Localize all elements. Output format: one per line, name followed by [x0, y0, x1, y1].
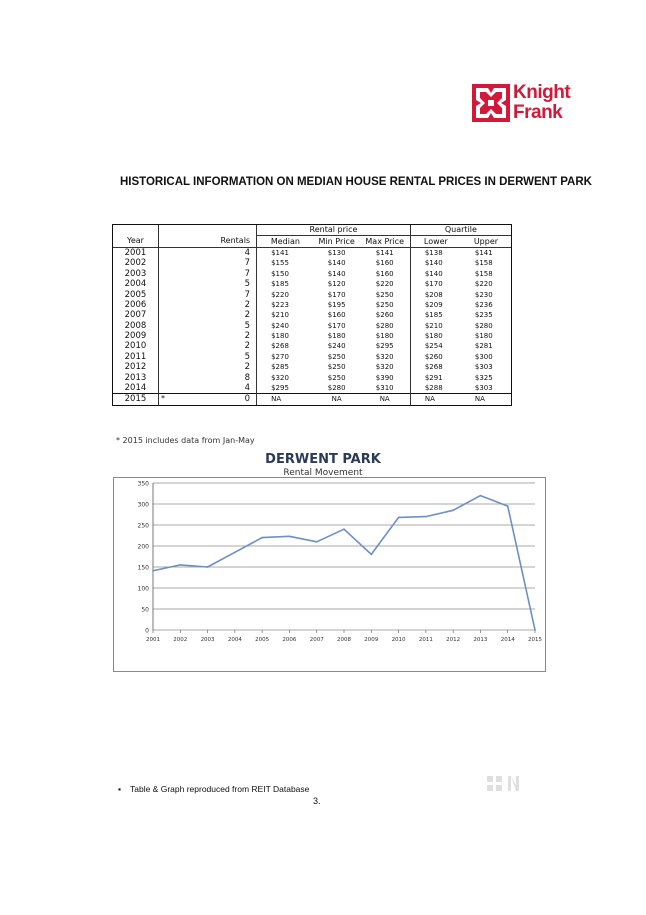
cell-lower: $185: [410, 310, 461, 320]
logo-word-knight: Knight: [513, 82, 571, 103]
cell-mark: [158, 372, 208, 382]
x-tick-label: 2005: [255, 637, 270, 643]
table-row: [113, 341, 511, 351]
cell-max: $320: [375, 352, 394, 361]
cell-year: 2009: [124, 331, 147, 342]
cell-upper: $303: [474, 384, 493, 393]
cell-min: $195: [327, 300, 346, 309]
cell-min: $120: [327, 280, 346, 289]
table-row: [113, 372, 511, 382]
cell-median: $180: [257, 331, 314, 341]
y-tick-label: 200: [137, 543, 149, 551]
cell-mark: [158, 383, 208, 394]
cell-lower: $209: [410, 300, 461, 310]
x-tick-label: 2009: [364, 637, 379, 643]
cell-max: $310: [375, 384, 394, 393]
table-row: [113, 321, 511, 331]
rental-history-table: [113, 225, 511, 405]
cell-max: $250: [375, 290, 394, 299]
table-row: [113, 269, 511, 279]
cell-mark: *: [158, 394, 208, 405]
cell-max: $160: [375, 269, 394, 278]
y-tick-label: 150: [137, 564, 149, 572]
cell-lower: NA: [410, 394, 461, 405]
cell-upper: NA: [474, 395, 485, 404]
cell-mark: [158, 331, 208, 341]
y-tick-label: 350: [137, 480, 149, 488]
cell-year: 2002: [124, 258, 147, 269]
table-row: [113, 300, 511, 310]
table-row: [113, 247, 511, 258]
cell-median: $295: [257, 383, 314, 394]
y-tick-label: 250: [137, 522, 149, 530]
cell-min: $170: [327, 321, 346, 330]
x-tick-label: 2004: [227, 637, 242, 643]
cell-max: $141: [375, 248, 394, 257]
cell-rentals: 2: [244, 331, 251, 342]
cell-mark: [158, 289, 208, 299]
cell-year: 2014: [124, 383, 147, 394]
x-tick-label: 2013: [473, 637, 488, 643]
cell-upper: $230: [474, 290, 493, 299]
cell-max: $250: [375, 300, 394, 309]
cell-upper: $303: [474, 363, 493, 372]
page-number: 3.: [313, 796, 321, 806]
cell-rentals: 2: [244, 362, 251, 373]
cell-median: $210: [257, 310, 314, 320]
table-row: [113, 279, 511, 289]
cell-median: $223: [257, 300, 314, 310]
cell-lower: $140: [410, 258, 461, 268]
cell-min: $140: [327, 269, 346, 278]
cell-year: 2012: [124, 362, 147, 373]
data-point: [398, 517, 400, 519]
cell-median: $320: [257, 372, 314, 382]
cell-rentals: 7: [244, 258, 251, 269]
header-lower: Lower: [410, 236, 461, 247]
cell-rentals: 5: [244, 279, 251, 290]
cell-min: $170: [327, 290, 346, 299]
chart-subtitle: Rental Movement: [283, 468, 363, 478]
data-point: [316, 541, 318, 543]
cell-max: $280: [375, 321, 394, 330]
cell-year: 2008: [124, 320, 147, 331]
cell-max: $220: [375, 280, 394, 289]
header-median: Median: [257, 236, 314, 247]
cell-median: $220: [257, 289, 314, 299]
table-row: [113, 331, 511, 341]
cell-lower: $140: [410, 269, 461, 279]
cell-lower: $180: [410, 331, 461, 341]
cell-median: $268: [257, 341, 314, 351]
cell-upper: $158: [474, 269, 493, 278]
cell-min: $180: [327, 332, 346, 341]
page-heading: HISTORICAL INFORMATION ON MEDIAN HOUSE RENTAL PRICES IN DERWENT PARK: [120, 176, 592, 188]
cell-rentals: 7: [244, 268, 251, 279]
table-row: [113, 258, 511, 268]
cell-lower: $260: [410, 352, 461, 362]
data-point: [425, 516, 427, 518]
x-tick-label: 2012: [446, 637, 461, 643]
cell-lower: $138: [410, 247, 461, 258]
cell-lower: $254: [410, 341, 461, 351]
cell-lower: $170: [410, 279, 461, 289]
cell-max: NA: [379, 395, 390, 404]
table-column-header-row: [113, 236, 511, 247]
cell-min: $280: [327, 384, 346, 393]
cell-mark: [158, 300, 208, 310]
table-footnote: * 2015 includes data from Jan-May: [116, 436, 255, 445]
cell-rentals: 5: [244, 320, 251, 331]
cell-min: $240: [327, 342, 346, 351]
cell-median: $155: [257, 258, 314, 268]
table-row: [113, 289, 511, 299]
cell-mark: [158, 258, 208, 268]
cell-mark: [158, 310, 208, 320]
x-tick-label: 2015: [528, 637, 542, 643]
cell-upper: $300: [474, 352, 493, 361]
data-point: [507, 505, 509, 507]
cell-rentals: 4: [244, 383, 251, 394]
knight-frank-logo-mark: [472, 84, 510, 122]
x-tick-label: 2010: [391, 637, 406, 643]
table-row: [113, 352, 511, 362]
bullet-icon: ▪: [118, 784, 122, 794]
cell-upper: $325: [474, 373, 493, 382]
x-tick-label: 2003: [200, 637, 215, 643]
cell-median: $240: [257, 321, 314, 331]
header-rentals: Rentals: [208, 236, 257, 247]
cell-year: 2015: [124, 394, 147, 405]
cell-mark: [158, 279, 208, 289]
cell-year: 2013: [124, 372, 147, 383]
table-row: [113, 383, 511, 394]
cell-lower: $208: [410, 289, 461, 299]
x-tick-label: 2002: [173, 637, 188, 643]
y-tick-label: 300: [137, 501, 149, 509]
x-tick-label: 2011: [418, 637, 433, 643]
cell-min: $140: [327, 259, 346, 268]
cell-min: $250: [327, 373, 346, 382]
header-max-price: Max Price: [360, 236, 411, 247]
cell-median: $285: [257, 362, 314, 372]
data-point: [452, 509, 454, 511]
cell-max: $320: [375, 363, 394, 372]
cell-upper: $235: [474, 311, 493, 320]
cell-mark: [158, 362, 208, 372]
cell-mark: [158, 341, 208, 351]
rental-movement-chart: [113, 477, 546, 672]
x-tick-label: 2008: [337, 637, 351, 643]
cell-lower: $268: [410, 362, 461, 372]
data-point: [370, 554, 372, 556]
cell-year: 2005: [124, 289, 147, 300]
header-min-price: Min Price: [314, 236, 360, 247]
cell-year: 2004: [124, 279, 147, 290]
cell-upper: $220: [474, 280, 493, 289]
data-point: [343, 528, 345, 530]
source-note: [118, 784, 309, 794]
cell-median: $270: [257, 352, 314, 362]
data-point: [179, 564, 181, 566]
table-row: [113, 362, 511, 372]
cell-upper: $141: [474, 248, 493, 257]
data-point: [480, 495, 482, 497]
cell-mark: [158, 352, 208, 362]
logo-word-frank: Frank: [513, 102, 563, 123]
logo-wordmark: [513, 83, 570, 123]
cell-rentals: 0: [244, 394, 251, 405]
cell-lower: $210: [410, 321, 461, 331]
x-tick-label: 2014: [500, 637, 515, 643]
cell-lower: $291: [410, 372, 461, 382]
cell-max: $160: [375, 259, 394, 268]
table-row: [113, 310, 511, 320]
cell-median: $141: [257, 247, 314, 258]
cell-lower: $288: [410, 383, 461, 394]
cell-median: NA: [257, 394, 314, 405]
cell-rentals: 4: [244, 247, 251, 258]
cell-rentals: 2: [244, 310, 251, 321]
cell-year: 2001: [124, 247, 147, 258]
cell-rentals: 2: [244, 299, 251, 310]
source-note-text: Table & Graph reproduced from REIT Database: [130, 784, 310, 794]
cell-median: $150: [257, 269, 314, 279]
cell-year: 2010: [124, 341, 147, 352]
cell-upper: $281: [474, 342, 493, 351]
cell-upper: $158: [474, 259, 493, 268]
cell-mark: [158, 247, 208, 258]
x-tick-label: 2001: [146, 637, 160, 643]
data-point: [207, 566, 209, 568]
cell-min: $130: [327, 248, 346, 257]
cell-median: $185: [257, 279, 314, 289]
cell-upper: $280: [474, 321, 493, 330]
chart-title: DERWENT PARK: [265, 452, 381, 467]
data-point: [261, 537, 263, 539]
data-point: [152, 570, 154, 572]
cell-year: 2007: [124, 310, 147, 321]
y-tick-label: 50: [141, 606, 149, 614]
cell-year: 2003: [124, 268, 147, 279]
cell-rentals: 8: [244, 372, 251, 383]
header-year: Year: [113, 236, 158, 247]
y-tick-label: 0: [145, 627, 149, 635]
table-group-header-row: [113, 225, 511, 236]
cell-year: 2011: [124, 351, 147, 362]
cell-mark: [158, 269, 208, 279]
cell-year: 2006: [124, 299, 147, 310]
table-row: [113, 394, 511, 405]
data-point: [534, 629, 536, 631]
group-quartile: Quartile: [410, 225, 511, 236]
cell-min: $250: [327, 352, 346, 361]
cell-min: $160: [327, 311, 346, 320]
cell-max: $295: [375, 342, 394, 351]
faded-watermark-logo: [487, 774, 527, 796]
cell-max: $180: [375, 332, 394, 341]
data-point: [234, 551, 236, 553]
cell-upper: $236: [474, 300, 493, 309]
cell-rentals: 7: [244, 289, 251, 300]
group-rental-price: Rental price: [257, 225, 411, 236]
cell-rentals: 2: [244, 341, 251, 352]
cell-min: $250: [327, 363, 346, 372]
data-point: [289, 535, 291, 537]
cell-upper: $180: [474, 332, 493, 341]
cell-min: NA: [331, 395, 342, 404]
cell-max: $260: [375, 311, 394, 320]
cell-rentals: 5: [244, 351, 251, 362]
cell-max: $390: [375, 373, 394, 382]
cell-mark: [158, 321, 208, 331]
x-tick-label: 2007: [309, 637, 324, 643]
header-upper: Upper: [461, 236, 511, 247]
knight-frank-logo: [472, 84, 584, 126]
x-tick-label: 2006: [282, 637, 297, 643]
y-tick-label: 100: [137, 585, 149, 593]
